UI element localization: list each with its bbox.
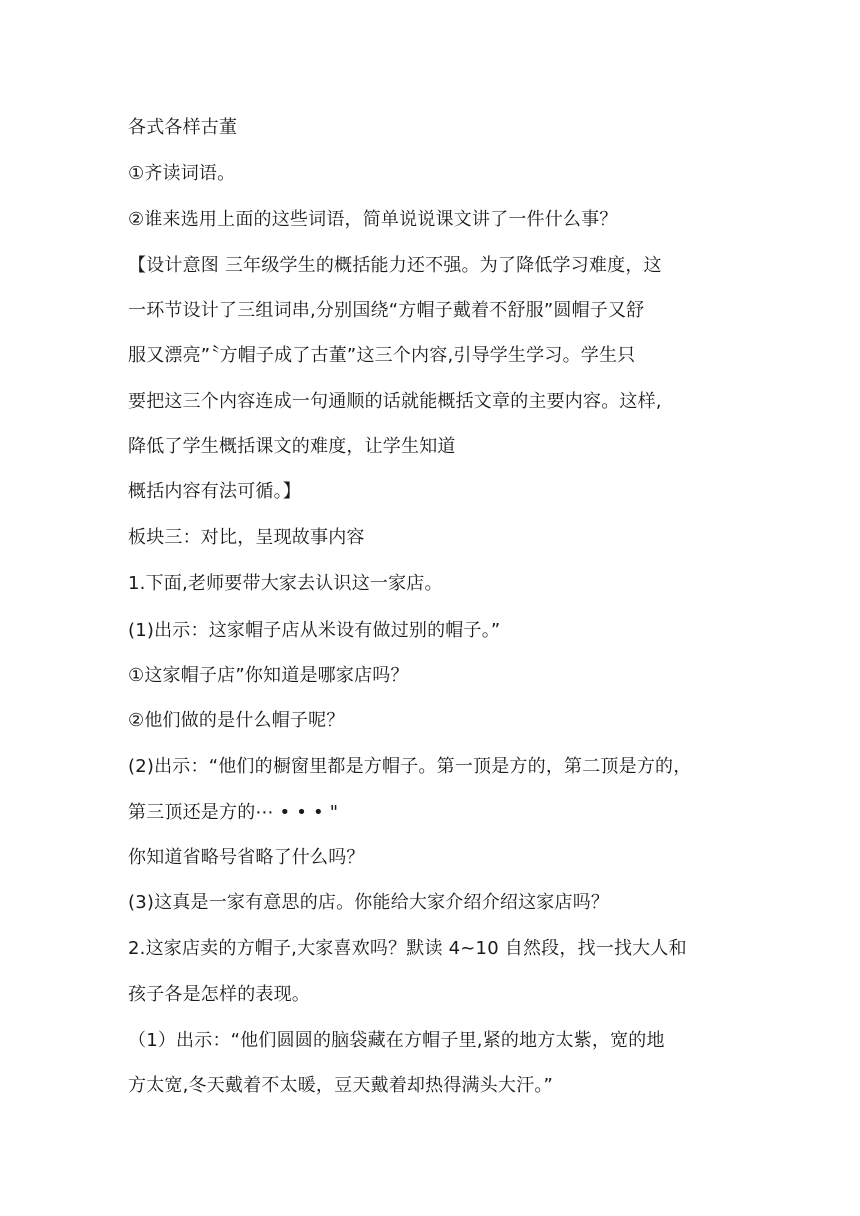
text-line: 服又漂亮”〝方帽子成了古董”这三个内容,引导学生学习。学生只 <box>128 345 636 366</box>
text-line: 第三顶还是方的⋯ • • • " <box>128 802 339 823</box>
text-line: 降低了学生概括课文的难度，让学生知道 <box>128 436 456 457</box>
text-line: 你知道省略号省略了什么吗？ <box>128 847 365 868</box>
text-line: ①这家帽子店”你知道是哪家店吗？ <box>128 665 409 686</box>
text-line: 一环节设计了三组词串,分别国绕“方帽子戴着不舒服”圆帽子又舒 <box>128 300 645 321</box>
text-line: (3)这真是一家有意思的店。你能给大家介绍介绍这家店吗？ <box>128 892 610 913</box>
text-line: 方太宽,冬天戴着不太暖，豆天戴着却热得满头大汗。” <box>128 1075 554 1096</box>
text-line: ②他们做的是什么帽子呢？ <box>128 710 345 731</box>
text-line: 要把这三个内容连成一句通顺的话就能概括文章的主要内容。这样, <box>128 391 662 412</box>
text-line: ①齐读词语。 <box>128 163 236 184</box>
text-line: ②谁来选用上面的这些词语，简单说说课文讲了一件什么事？ <box>128 209 618 230</box>
text-line: 概括内容有法可循。】 <box>128 481 301 502</box>
text-line: 孩子各是怎样的表现。 <box>128 984 310 1005</box>
text-line: 【设计意图 三年级学生的概括能力还不强。为了降低学习难度，这 <box>128 255 662 276</box>
text-line-heading: 各式各样古董 <box>128 117 238 138</box>
section-heading: 板块三：对比，呈现故事内容 <box>128 527 365 548</box>
text-line: （1）出示：“他们圆圆的脑袋藏在方帽子里,紧的地方太紫，宽的地 <box>128 1030 665 1051</box>
text-line: 2.这家店卖的方帽子,大家喜欢吗？默读 4~10 自然段，找一找大人和 <box>128 938 687 959</box>
text-line: (2)出示：“他们的橱窗里都是方帽子。第一顶是方的，第二顶是方的， <box>128 756 692 777</box>
text-line: (1)出示：这家帽子店从米设有做过别的帽子。” <box>128 620 501 641</box>
text-line: 1.下面,老师要带大家去认识这一家店。 <box>128 573 443 594</box>
